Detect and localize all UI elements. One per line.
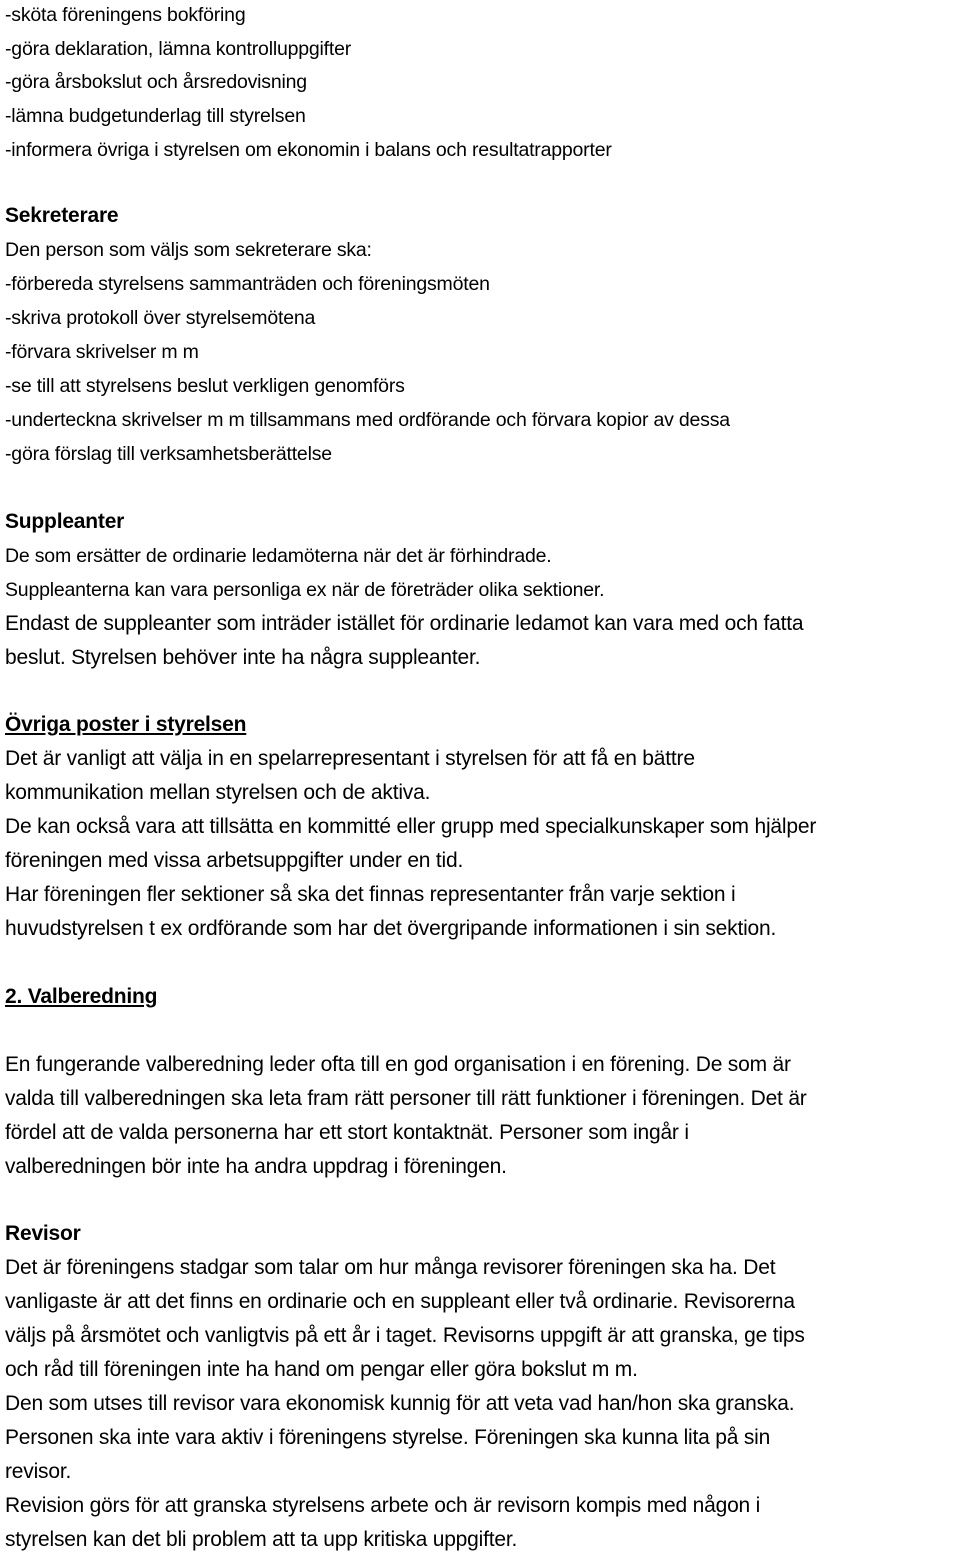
paragraph-line: fördel att de valda personerna har ett stort kontaktnät. Personer som ingår i <box>5 1121 689 1144</box>
paragraph-line: styrelsen kan det bli problem att ta upp kritiska uppgifter. <box>5 1528 518 1551</box>
paragraph-line: föreningen med vissa arbetsuppgifter under en tid. <box>5 849 464 872</box>
paragraph-line: valberedningen bör inte ha andra uppdrag i föreningen. <box>5 1155 507 1178</box>
paragraph-line: och råd till föreningen inte ha hand om pengar eller göra bokslut m m. <box>5 1358 638 1381</box>
list-item: -sköta föreningens bokföring <box>5 4 246 26</box>
list-item: -lämna budgetunderlag till styrelsen <box>5 105 306 127</box>
list-item: -göra förslag till verksamhetsberättelse <box>5 443 332 465</box>
paragraph-line: Revision görs för att granska styrelsens arbete och är revisorn kompis med någon i <box>5 1494 761 1517</box>
paragraph-line: De kan också vara att tillsätta en kommitté eller grupp med specialkunskaper som hjälper <box>5 815 817 838</box>
paragraph-line: revisor. <box>5 1460 72 1483</box>
paragraph-line: väljs på årsmötet och vanligtvis på ett år i taget. Revisorns uppgift är att granska, ge tips <box>5 1324 805 1347</box>
paragraph-line: En fungerande valberedning leder ofta till en god organisation i en förening. De som är <box>5 1053 791 1076</box>
paragraph-line: Den person som väljs som sekreterare ska: <box>5 239 372 261</box>
list-item: -förvara skrivelser m m <box>5 341 199 363</box>
paragraph-line: De som ersätter de ordinarie ledamöterna när det är förhindrade. <box>5 545 552 567</box>
paragraph-line: beslut. Styrelsen behöver inte ha några suppleanter. <box>5 646 481 669</box>
section-heading: Övriga poster i styrelsen <box>5 713 247 736</box>
paragraph-line: Har föreningen fler sektioner så ska det finnas representanter från varje sektion i <box>5 883 736 906</box>
paragraph-line: Suppleanterna kan vara personliga ex när de företräder olika sektioner. <box>5 579 605 601</box>
paragraph-line: Personen ska inte vara aktiv i föreningens styrelse. Föreningen ska kunna lita på sin <box>5 1426 771 1449</box>
paragraph-line: Det är vanligt att välja in en spelarrepresentant i styrelsen för att få en bättre <box>5 747 695 770</box>
paragraph-line: valda till valberedningen ska leta fram rätt personer till rätt funktioner i föreningen. Det är <box>5 1087 807 1110</box>
section-heading: Sekreterare <box>5 204 119 227</box>
paragraph-line: kommunikation mellan styrelsen och de aktiva. <box>5 781 431 804</box>
list-item: -göra deklaration, lämna kontrolluppgifter <box>5 38 352 60</box>
section-heading: Suppleanter <box>5 510 125 533</box>
list-item: -informera övriga i styrelsen om ekonomin i balans och resultatrapporter <box>5 139 612 161</box>
paragraph-line: vanligaste är att det finns en ordinarie och en suppleant eller två ordinarie. Revisorerna <box>5 1290 795 1313</box>
section-heading: Revisor <box>5 1222 81 1245</box>
paragraph-line: huvudstyrelsen t ex ordförande som har det övergripande informationen i sin sektion. <box>5 917 777 940</box>
list-item: -göra årsbokslut och årsredovisning <box>5 71 307 93</box>
section-heading: 2. Valberedning <box>5 985 158 1008</box>
paragraph-line: Det är föreningens stadgar som talar om hur många revisorer föreningen ska ha. Det <box>5 1256 776 1279</box>
list-item: -förbereda styrelsens sammanträden och föreningsmöten <box>5 273 490 295</box>
paragraph-line: Endast de suppleanter som inträder istället för ordinarie ledamot kan vara med och fatta <box>5 612 804 635</box>
list-item: -skriva protokoll över styrelsemötena <box>5 307 316 329</box>
list-item: -se till att styrelsens beslut verkligen genomförs <box>5 375 405 397</box>
list-item: -underteckna skrivelser m m tillsammans med ordförande och förvara kopior av dessa <box>5 409 730 431</box>
paragraph-line: Den som utses till revisor vara ekonomisk kunnig för att veta vad han/hon ska granska. <box>5 1392 795 1415</box>
